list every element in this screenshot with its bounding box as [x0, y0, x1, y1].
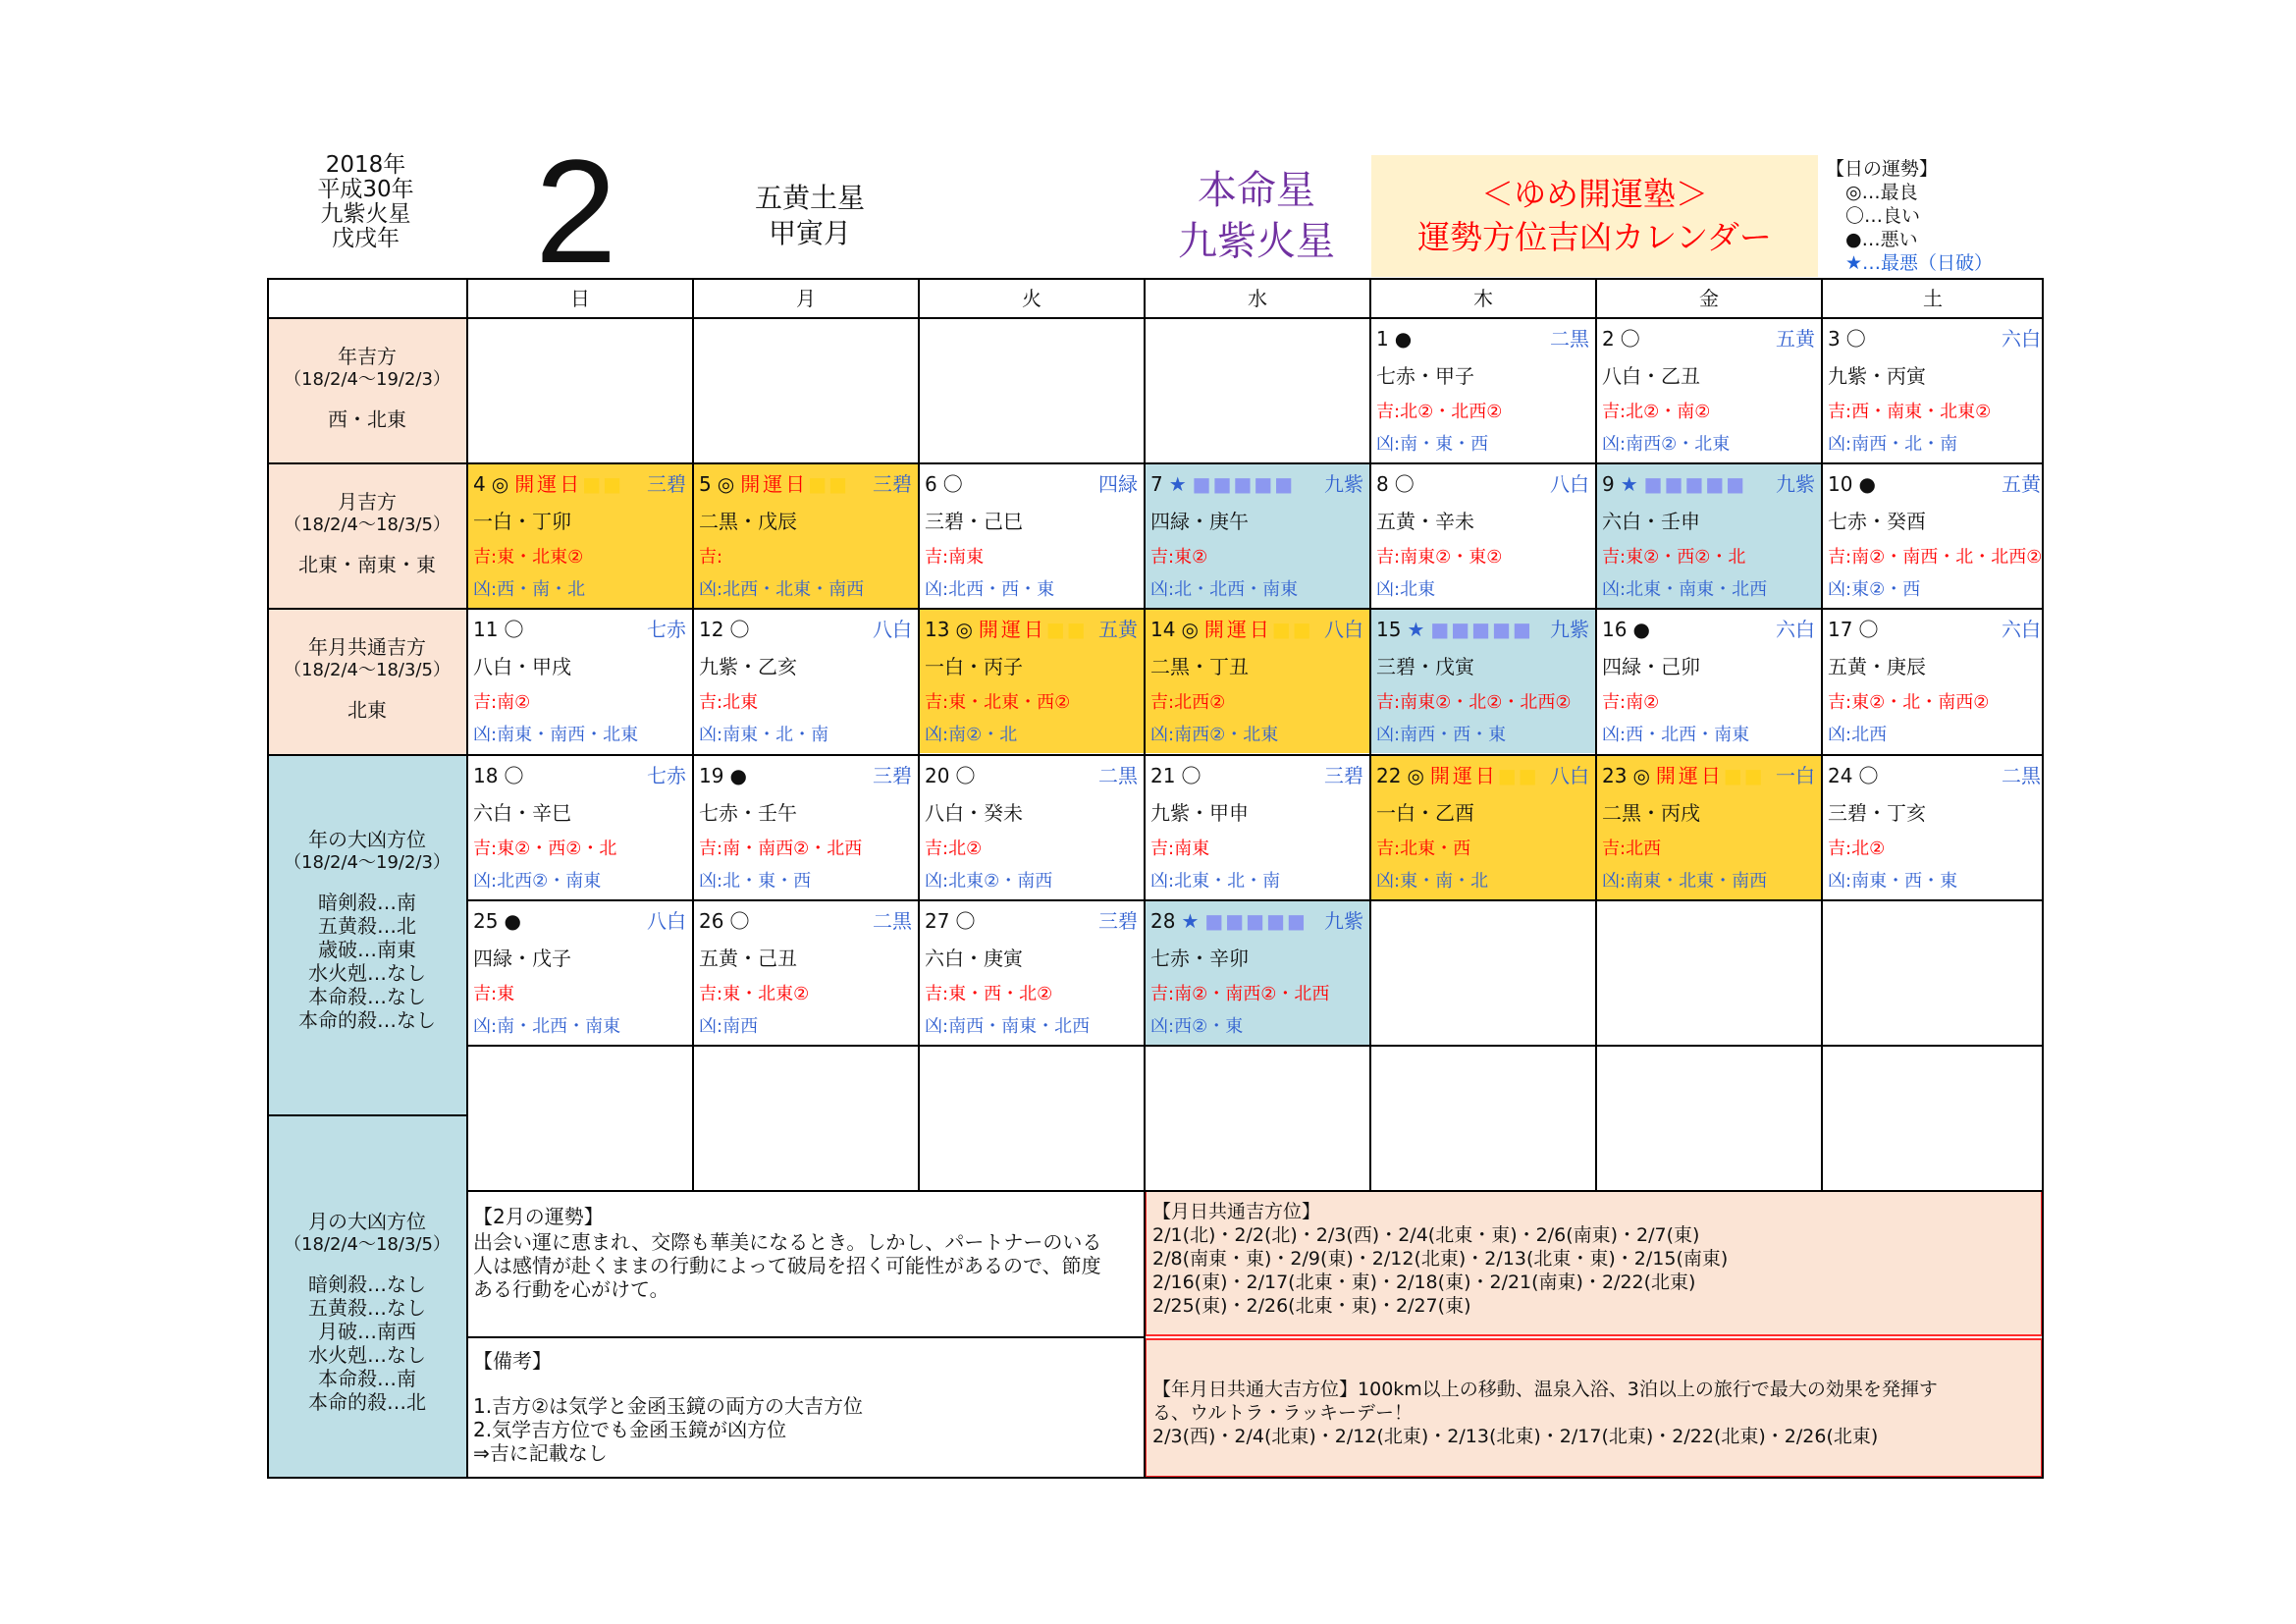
- title-line-2: 運勢方位吉凶カレンダー: [1417, 218, 1772, 256]
- day-unlucky-directions: 凶:西・南・北: [473, 579, 586, 600]
- side-item: 五黄殺…なし: [308, 1296, 426, 1320]
- day-unlucky-directions: 凶:南東・北・南: [699, 725, 829, 745]
- kaiun-label: 開運日: [1655, 764, 1724, 787]
- day-fortune-mark: 〇: [729, 909, 750, 933]
- day-fortune-mark: ★: [1620, 472, 1638, 496]
- day-nine-star: 九紫: [1324, 472, 1363, 496]
- day-kanshi: 四緑・己卯: [1602, 655, 1700, 678]
- day-lucky-directions: 吉:北②: [1828, 839, 1886, 859]
- day-number: 20: [925, 764, 950, 787]
- grid-line: [267, 462, 467, 464]
- side-value: 北東: [347, 698, 387, 722]
- kaiun-label: 開運日: [514, 472, 583, 496]
- day-unlucky-directions: 凶:北東: [1376, 579, 1436, 600]
- day-nine-star: 五黄: [1776, 327, 1815, 351]
- day-lucky-directions: 吉:東・北東②: [699, 984, 810, 1004]
- day-unlucky-directions: 凶:南西・南東・北西: [925, 1016, 1091, 1037]
- month-kanshi: 甲寅月: [768, 217, 851, 249]
- weekday-label: 日: [570, 287, 590, 310]
- day-number: 16: [1602, 618, 1628, 641]
- decor-squares-icon: ■■■■■: [1192, 472, 1296, 496]
- day-kanshi: 二黒・戊辰: [699, 510, 797, 533]
- day-kanshi: 九紫・甲申: [1150, 801, 1249, 825]
- side-item: 五黄殺…北: [318, 914, 416, 938]
- day-nine-star: 六白: [2002, 327, 2041, 351]
- weekday-label: 土: [1923, 287, 1943, 310]
- day-unlucky-directions: 凶:南東・西・東: [1828, 871, 1958, 892]
- day-nine-star: 一白: [1776, 764, 1815, 787]
- weekday-label: 水: [1248, 287, 1267, 310]
- day-fortune-mark: 〇: [729, 618, 750, 641]
- day-unlucky-directions: 凶:南・東・西: [1376, 434, 1489, 455]
- day-lucky-directions: 吉:東②・西②・北: [473, 839, 617, 859]
- decor-squares-icon: ■■■■■: [1204, 909, 1308, 933]
- day-kanshi: 八白・乙丑: [1602, 364, 1700, 388]
- fortune-line: ある行動を心がけて。: [473, 1277, 669, 1301]
- day-kanshi: 九紫・乙亥: [699, 655, 797, 678]
- grid-line: [267, 1114, 467, 1116]
- day-lucky-directions: 吉:東②・北・南西②: [1828, 692, 1990, 713]
- kaiun-label: 開運日: [1203, 618, 1272, 641]
- day-nine-star: 五黄: [1098, 618, 1138, 641]
- side-title: 年月共通吉方: [308, 635, 426, 659]
- day-unlucky-directions: 凶:南②・北: [925, 725, 1018, 745]
- day-lucky-directions: 吉:南東②・北②・北西②: [1376, 692, 1572, 713]
- day-fortune-mark: ★: [1407, 618, 1425, 641]
- day-fortune-mark: ◎: [1407, 764, 1424, 787]
- day-unlucky-directions: 凶:南西・西・東: [1376, 725, 1507, 745]
- grid-line: [918, 278, 920, 1191]
- day-fortune-mark: 〇: [942, 472, 963, 496]
- day-number: 7: [1150, 472, 1163, 496]
- kaiun-label: 開運日: [1429, 764, 1498, 787]
- day-unlucky-directions: 凶:南西・北・南: [1828, 434, 1958, 455]
- day-number: 15: [1376, 618, 1402, 641]
- day-number: 19: [699, 764, 724, 787]
- day-number: 27: [925, 909, 950, 933]
- day-fortune-mark: ●: [504, 909, 521, 933]
- day-lucky-directions: 吉:北②・南②: [1602, 402, 1711, 422]
- legend-item: ◎…最良: [1845, 182, 1918, 203]
- day-lucky-directions: 吉:西・南東・北東②: [1828, 402, 1992, 422]
- side-title: 月吉方: [338, 490, 397, 514]
- year-line: 戊戌年: [332, 226, 400, 251]
- side-item: 本命殺…南: [318, 1367, 416, 1390]
- day-kanshi: 五黄・庚辰: [1828, 655, 1926, 678]
- day-fortune-mark: ●: [1858, 472, 1876, 496]
- day-fortune-mark: 〇: [1620, 327, 1640, 351]
- side-value: 西・北東: [328, 407, 406, 431]
- day-nine-star: 六白: [1776, 618, 1815, 641]
- ymd-text: 100km以上の移動、温泉入浴、3泊以上の旅行で最大の効果を発揮す: [1358, 1379, 1938, 1400]
- day-nine-star: 三碧: [647, 472, 686, 496]
- day-unlucky-directions: 凶:東②・西: [1828, 579, 1921, 600]
- day-number: 21: [1150, 764, 1176, 787]
- day-fortune-mark: ●: [1394, 327, 1413, 351]
- day-number: 28: [1150, 909, 1176, 933]
- day-kanshi: 一白・丁卯: [473, 510, 571, 533]
- day-nine-star: 九紫: [1324, 909, 1363, 933]
- day-kanshi: 七赤・癸酉: [1828, 510, 1926, 533]
- legend-item-worst: ★…最悪（日破）: [1845, 252, 1994, 274]
- day-nine-star: 八白: [1324, 618, 1363, 641]
- fortune-line: 出会い運に恵まれ、交際も華美になるとき。しかし、パートナーのいる: [473, 1230, 1102, 1254]
- day-unlucky-directions: 凶:北・東・西: [699, 871, 812, 892]
- day-kanshi: 八白・甲戌: [473, 655, 571, 678]
- day-nine-star: 八白: [1550, 472, 1589, 496]
- day-unlucky-directions: 凶:南西: [699, 1016, 759, 1037]
- day-unlucky-directions: 凶:北東②・南西: [925, 871, 1053, 892]
- honmei-star-block: [1148, 165, 1364, 267]
- legend-item: ●…悪い: [1845, 229, 1918, 250]
- day-nine-star: 八白: [647, 909, 686, 933]
- fortune-legend: [1826, 157, 2042, 275]
- weekday-label: 月: [796, 287, 816, 310]
- day-fortune-mark: 〇: [955, 909, 976, 933]
- day-unlucky-directions: 凶:南・北西・南東: [473, 1016, 621, 1037]
- decor-squares-icon: ■■: [808, 472, 849, 496]
- day-kanshi: 六白・壬申: [1602, 510, 1700, 533]
- day-fortune-mark: 〇: [1394, 472, 1415, 496]
- grid-line: [267, 754, 467, 756]
- kaiun-label: 開運日: [978, 618, 1046, 641]
- day-unlucky-directions: 凶:西②・東: [1150, 1016, 1244, 1037]
- grid-line: [467, 1190, 2044, 1192]
- side-item: 水火剋…なし: [308, 961, 426, 985]
- day-lucky-directions: 吉:北②・北西②: [1376, 402, 1503, 422]
- grid-line: [467, 462, 2044, 464]
- side-item: 暗剣殺…なし: [308, 1272, 426, 1296]
- grid-line: [467, 899, 2044, 901]
- day-number: 2: [1602, 327, 1615, 351]
- day-nine-star: 九紫: [1550, 618, 1589, 641]
- day-nine-star: 三碧: [873, 764, 912, 787]
- honmei-star: 九紫火星: [1178, 219, 1335, 264]
- notes-title: 【備考】: [473, 1349, 552, 1373]
- day-kanshi: 六白・辛巳: [473, 801, 571, 825]
- decor-squares-icon: ■■■■■: [1430, 618, 1533, 641]
- day-number: 5: [699, 472, 712, 496]
- weekday-label: 火: [1022, 287, 1041, 310]
- legend-title: 【日の運勢】: [1826, 158, 1939, 180]
- day-number: 11: [473, 618, 499, 641]
- side-item: 水火剋…なし: [308, 1343, 426, 1367]
- day-nine-star: 九紫: [1776, 472, 1815, 496]
- kaiun-label: 開運日: [740, 472, 809, 496]
- day-unlucky-directions: 凶:北西: [1828, 725, 1888, 745]
- day-nine-star: 二黒: [1098, 764, 1138, 787]
- day-lucky-directions: 吉:東②・西②・北: [1602, 547, 1746, 568]
- day-nine-star: 四緑: [1098, 472, 1138, 496]
- monthday-line: 2/1(北)・2/2(北)・2/3(西)・2/4(北東・東)・2/6(南東)・2/7(東): [1152, 1224, 1700, 1246]
- day-lucky-directions: 吉:東②: [1150, 547, 1208, 568]
- day-number: 17: [1828, 618, 1853, 641]
- day-nine-star: 三碧: [1098, 909, 1138, 933]
- legend-item: 〇…良い: [1845, 205, 1921, 227]
- day-lucky-directions: 吉:南②: [473, 692, 531, 713]
- weekday-label: 金: [1699, 287, 1719, 310]
- notes-line: 1.吉方②は気学と金函玉鏡の両方の大吉方位: [473, 1394, 864, 1418]
- day-lucky-directions: 吉:東・北東・西②: [925, 692, 1071, 713]
- day-kanshi: 五黄・己丑: [699, 947, 797, 970]
- day-kanshi: 二黒・丙戌: [1602, 801, 1700, 825]
- day-number: 4: [473, 472, 486, 496]
- month-star: 五黄土星: [754, 182, 865, 214]
- day-kanshi: 三碧・丁亥: [1828, 801, 1926, 825]
- day-kanshi: 四緑・庚午: [1150, 510, 1249, 533]
- title-line-1: ＜ゆめ開運塾＞: [1481, 175, 1708, 213]
- grid-line: [267, 608, 467, 610]
- year-line: 2018年: [325, 152, 406, 178]
- decor-squares-icon: ■■: [1497, 764, 1539, 787]
- day-number: 9: [1602, 472, 1615, 496]
- ymd-line: る、ウルトラ・ラッキーデー！: [1152, 1402, 1414, 1424]
- day-number: 23: [1602, 764, 1628, 787]
- day-lucky-directions: 吉:北東: [699, 692, 759, 713]
- day-nine-star: 八白: [1550, 764, 1589, 787]
- calendar-title: [1371, 155, 1818, 277]
- day-kanshi: 五黄・辛未: [1376, 510, 1474, 533]
- day-fortune-mark: ◎: [1181, 618, 1199, 641]
- day-fortune-mark: 〇: [1858, 618, 1879, 641]
- side-period: （18/2/4～19/2/3）: [284, 852, 451, 873]
- day-lucky-directions: 吉:南東: [1150, 839, 1210, 859]
- day-kanshi: 九紫・丙寅: [1828, 364, 1926, 388]
- month-star-info: [717, 181, 903, 251]
- day-lucky-directions: 吉:北西②: [1150, 692, 1226, 713]
- day-number: 3: [1828, 327, 1841, 351]
- day-fortune-mark: ★: [1181, 909, 1200, 933]
- day-nine-star: 七赤: [647, 764, 686, 787]
- day-number: 14: [1150, 618, 1176, 641]
- day-lucky-directions: 吉:南東②・東②: [1376, 547, 1503, 568]
- grid-line: [466, 278, 468, 1479]
- day-unlucky-directions: 凶:東・南・北: [1376, 871, 1489, 892]
- side-title: 年の大凶方位: [308, 828, 426, 851]
- side-title: 月の大凶方位: [308, 1210, 426, 1233]
- notes-line: ⇒吉に記載なし: [473, 1441, 608, 1465]
- day-lucky-directions: 吉:南・南西②・北西: [699, 839, 863, 859]
- day-lucky-directions: 吉:北②: [925, 839, 983, 859]
- side-item: 暗剣殺…南: [318, 891, 416, 914]
- day-number: 25: [473, 909, 499, 933]
- fortune-title: 【2月の運勢】: [473, 1205, 604, 1228]
- side-period: （18/2/4～18/3/5）: [284, 514, 451, 535]
- grid-line: [1821, 278, 1823, 1191]
- day-unlucky-directions: 凶:南東・北東・南西: [1602, 871, 1768, 892]
- day-lucky-directions: 吉:南②: [1602, 692, 1660, 713]
- day-unlucky-directions: 凶:南東・南西・北東: [473, 725, 639, 745]
- calendar-frame: [267, 278, 2044, 1479]
- decor-squares-icon: ■■■■■: [1643, 472, 1747, 496]
- decor-squares-icon: ■■: [1723, 764, 1765, 787]
- day-number: 13: [925, 618, 950, 641]
- year-info: [294, 153, 437, 251]
- day-kanshi: 一白・丙子: [925, 655, 1023, 678]
- side-period: （18/2/4～18/3/5）: [284, 660, 451, 680]
- day-number: 1: [1376, 327, 1389, 351]
- day-fortune-mark: 〇: [1181, 764, 1201, 787]
- day-number: 10: [1828, 472, 1853, 496]
- month-number: 2: [535, 129, 617, 294]
- day-nine-star: 二黒: [1550, 327, 1589, 351]
- monthday-title: 【月日共通吉方位】: [1152, 1201, 1321, 1222]
- side-title: 年吉方: [338, 345, 397, 368]
- decor-squares-icon: ■■: [1045, 618, 1088, 641]
- day-nine-star: 五黄: [2002, 472, 2041, 496]
- day-unlucky-directions: 凶:北東・北・南: [1150, 871, 1281, 892]
- day-kanshi: 二黒・丁丑: [1150, 655, 1249, 678]
- day-nine-star: 二黒: [2002, 764, 2041, 787]
- day-kanshi: 三碧・己巳: [925, 510, 1023, 533]
- side-item: 月破…南西: [318, 1320, 416, 1343]
- day-kanshi: 四緑・戊子: [473, 947, 571, 970]
- day-number: 8: [1376, 472, 1389, 496]
- day-fortune-mark: 〇: [955, 764, 976, 787]
- year-line: 九紫火星: [320, 201, 411, 227]
- side-item: 本命的殺…なし: [298, 1008, 436, 1032]
- grid-line: [1595, 278, 1597, 1191]
- day-lucky-directions: 吉:南②・南西②・北西: [1150, 984, 1330, 1004]
- day-lucky-directions: 吉:東: [473, 984, 515, 1004]
- day-nine-star: 六白: [2002, 618, 2041, 641]
- day-lucky-directions: 吉:南東: [925, 547, 985, 568]
- day-number: 18: [473, 764, 499, 787]
- day-fortune-mark: 〇: [1858, 764, 1879, 787]
- day-number: 26: [699, 909, 724, 933]
- day-kanshi: 六白・庚寅: [925, 947, 1023, 970]
- day-kanshi: 三碧・戊寅: [1376, 655, 1474, 678]
- day-number: 12: [699, 618, 724, 641]
- day-unlucky-directions: 凶:南西②・北東: [1602, 434, 1731, 455]
- day-kanshi: 八白・癸未: [925, 801, 1023, 825]
- weekday-label: 木: [1473, 287, 1493, 310]
- monthday-line: 2/16(東)・2/17(北東・東)・2/18(東)・2/21(南東)・2/22(北東): [1152, 1272, 1696, 1293]
- day-lucky-directions: 吉:南②・南西・北・北西②: [1828, 547, 2043, 568]
- grid-line: [467, 608, 2044, 610]
- side-item: 本命殺…なし: [308, 985, 426, 1008]
- day-nine-star: 七赤: [647, 618, 686, 641]
- side-item: 本命的殺…北: [308, 1390, 426, 1414]
- decor-squares-icon: ■■: [582, 472, 623, 496]
- day-lucky-directions: 吉:北西: [1602, 839, 1662, 859]
- day-unlucky-directions: 凶:北西②・南東: [473, 871, 602, 892]
- day-fortune-mark: ★: [1168, 472, 1187, 496]
- side-item: 歳破…南東: [318, 938, 416, 961]
- day-kanshi: 一白・乙酉: [1376, 801, 1474, 825]
- day-lucky-directions: 吉:北東・西: [1376, 839, 1471, 859]
- day-unlucky-directions: 凶:北西・西・東: [925, 579, 1055, 600]
- day-fortune-mark: 〇: [504, 618, 524, 641]
- day-unlucky-directions: 凶:西・北西・南東: [1602, 725, 1750, 745]
- day-lucky-directions: 吉:: [699, 547, 723, 568]
- side-period: （18/2/4～19/2/3）: [284, 369, 451, 390]
- day-fortune-mark: ◎: [955, 618, 973, 641]
- grid-line: [267, 317, 2044, 319]
- side-value: 北東・南東・東: [298, 553, 436, 576]
- day-unlucky-directions: 凶:南西②・北東: [1150, 725, 1279, 745]
- day-number: 24: [1828, 764, 1853, 787]
- day-nine-star: 三碧: [1324, 764, 1363, 787]
- day-lucky-directions: 吉:東・西・北②: [925, 984, 1053, 1004]
- notes-line: 2.気学吉方位でも金函玉鏡が凶方位: [473, 1418, 787, 1441]
- day-lucky-directions: 吉:東・北東②: [473, 547, 584, 568]
- day-unlucky-directions: 凶:北東・南東・北西: [1602, 579, 1768, 600]
- monthday-line: 2/25(東)・2/26(北東・東)・2/27(東): [1152, 1295, 1471, 1317]
- day-fortune-mark: ◎: [1632, 764, 1650, 787]
- day-kanshi: 七赤・甲子: [1376, 364, 1474, 388]
- day-number: 6: [925, 472, 937, 496]
- ymd-title: 【年月日共通大吉方位】: [1152, 1379, 1359, 1400]
- day-kanshi: 七赤・辛卯: [1150, 947, 1249, 970]
- grid-line: [467, 754, 2044, 756]
- day-kanshi: 七赤・壬午: [699, 801, 797, 825]
- day-fortune-mark: 〇: [504, 764, 524, 787]
- decor-squares-icon: ■■: [1271, 618, 1313, 641]
- ymd-line: 2/3(西)・2/4(北東)・2/12(北東)・2/13(北東)・2/17(北東)・2/22(北東)・2/26(北東): [1152, 1426, 1879, 1447]
- honmei-title: 本命星: [1198, 168, 1315, 213]
- fortune-line: 人は感情が赴くままの行動によって破局を招く可能性があるので、節度: [473, 1254, 1101, 1277]
- grid-line: [467, 1045, 2044, 1047]
- day-number: 22: [1376, 764, 1402, 787]
- grid-line: [1369, 278, 1371, 1191]
- year-line: 平成30年: [317, 177, 414, 202]
- day-fortune-mark: ◎: [491, 472, 509, 496]
- day-nine-star: 八白: [873, 618, 912, 641]
- day-fortune-mark: 〇: [1845, 327, 1866, 351]
- day-nine-star: 二黒: [873, 909, 912, 933]
- day-unlucky-directions: 凶:北・北西・南東: [1150, 579, 1299, 600]
- day-fortune-mark: ◎: [717, 472, 735, 496]
- grid-line: [692, 278, 694, 1191]
- day-fortune-mark: ●: [1632, 618, 1650, 641]
- day-nine-star: 三碧: [873, 472, 912, 496]
- monthday-line: 2/8(南東・東)・2/9(東)・2/12(北東)・2/13(北東・東)・2/15(南東): [1152, 1248, 1729, 1270]
- day-unlucky-directions: 凶:北西・北東・南西: [699, 579, 865, 600]
- grid-line: [1144, 278, 1146, 1479]
- grid-line: [467, 1336, 1145, 1338]
- side-period: （18/2/4～18/3/5）: [284, 1234, 451, 1255]
- day-fortune-mark: ●: [729, 764, 747, 787]
